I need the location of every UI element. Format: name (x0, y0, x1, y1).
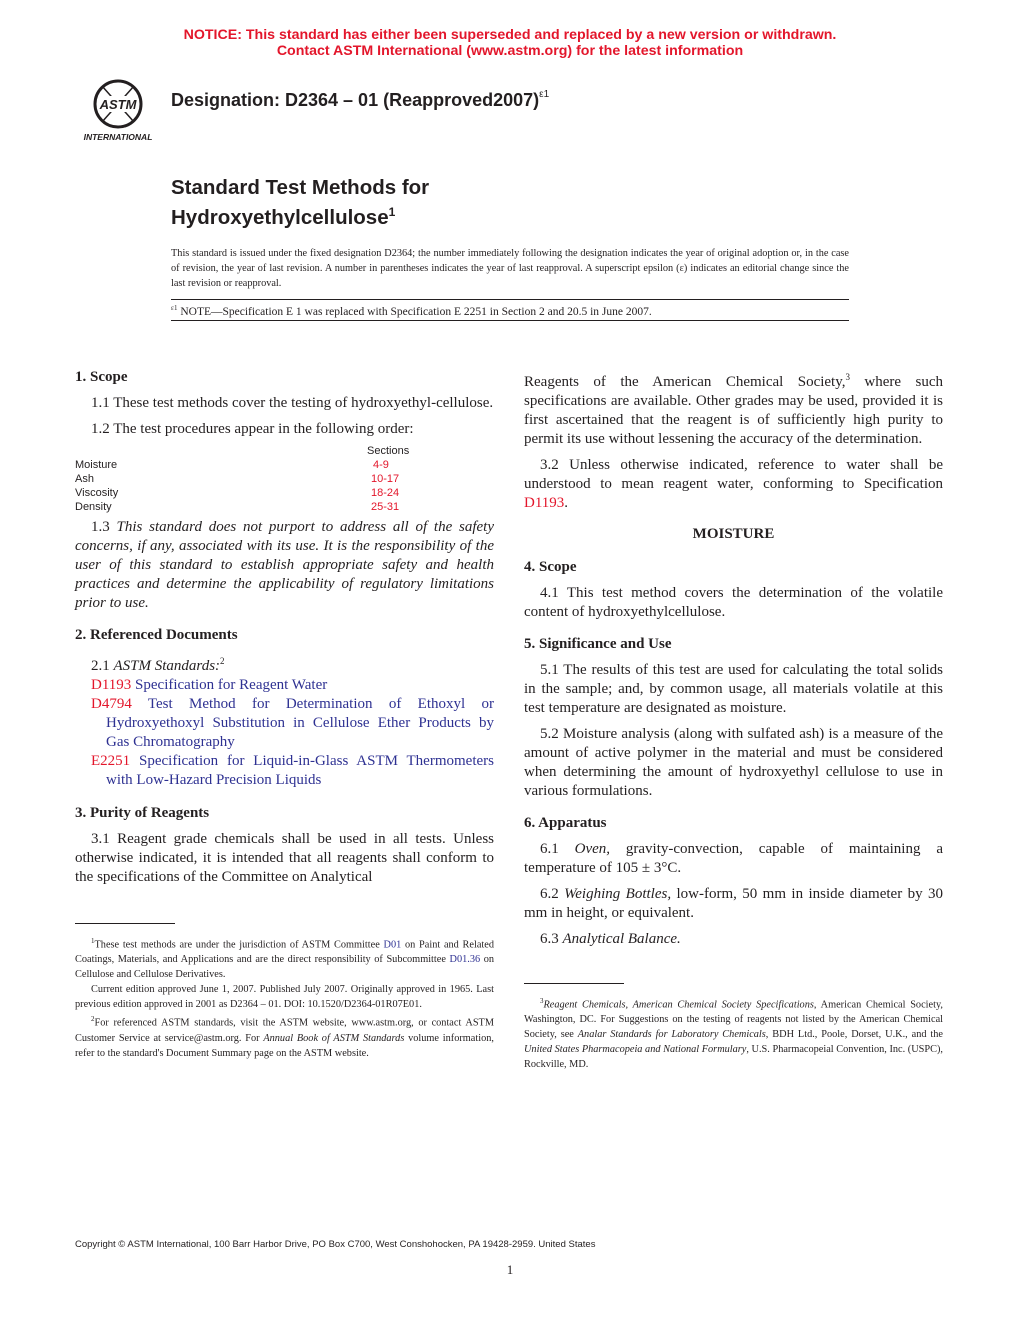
para-5-2: 5.2 Moisture analysis (along with sulfated ash) is a measure of the amount of active polymer in the material and must be considered when determining the amount of hydroxyethyl cellulose to use in various formulations. (524, 726, 943, 799)
para-1-3 (75, 518, 494, 613)
para-1-2: 1.2 The test procedures appear in the following order: (91, 421, 414, 437)
fn2-sup: 2 (91, 1015, 95, 1024)
para-6-3 (524, 930, 943, 949)
ref-code[interactable]: D4794 (91, 696, 132, 712)
fn2-a: For referenced ASTM standards, visit the ASTM website, www.astm.org, or contact ASTM Customer Service at service@astm.org. For (75, 1017, 494, 1044)
ref-code[interactable]: E2251 (91, 753, 131, 769)
moisture-heading: MOISTURE (692, 526, 775, 542)
footnote-right (524, 994, 943, 1072)
title-line-1: Standard Test Methods for (171, 176, 430, 199)
section-1-heading: 1. Scope (75, 369, 128, 385)
section-5-heading: 5. Significance and Use (524, 636, 672, 652)
fn3-italic-2: Analar Standards for Laboratory Chemicals (577, 1029, 766, 1041)
table-header: Sections (367, 445, 410, 457)
para-1-1: 1.1 These test methods cover the testing of hydroxyethyl-cellulose. (91, 395, 494, 411)
notice-line-2: Contact ASTM International (www.astm.org) for the latest information (276, 43, 744, 59)
fn2-italic: Annual Book of ASTM Standards (263, 1032, 405, 1044)
para-4-1: 4.1 This test method covers the determination of the volatile content of hydroxyethylcellulose. (524, 585, 943, 620)
fn1-a: These test methods are under the jurisdiction of ASTM Committee (94, 939, 384, 951)
page-number: 1 (506, 1262, 514, 1277)
para-6-1 (524, 840, 943, 878)
footnote-1 (75, 934, 494, 982)
footnotes-left (75, 934, 494, 1061)
para-6-2 (524, 885, 943, 923)
ref-item[interactable] (75, 752, 494, 790)
fn1-sup: 1 (91, 937, 95, 945)
astm-logo (72, 76, 164, 144)
fn3-b: , BDH Ltd., Poole, Dorset, U.K., and the (765, 1029, 944, 1041)
footnote-3 (524, 994, 943, 1072)
preamble-divider (171, 299, 849, 300)
copyright: Copyright © ASTM International, 100 Barr Harbor Drive, PO Box C700, West Conshohocken, PA 19428-2959. United States (75, 1239, 596, 1250)
ref-code[interactable]: D1193 (91, 677, 132, 693)
fn3-a: , American Chemical Society, Washington, DC. For Suggestions on the testing of reagents not listed by the American Chemical Society, see (524, 999, 943, 1041)
fn3-sup: 3 (540, 997, 544, 1005)
para-3-2-ref[interactable]: D1193 (524, 495, 565, 511)
row-sections[interactable]: 18-24 (371, 487, 400, 499)
para-3-2-end: . (564, 495, 569, 511)
procedure-table (75, 444, 494, 514)
table-row (75, 500, 494, 514)
designation (171, 90, 549, 111)
table-row (75, 458, 494, 472)
para-2-1-num: 2.1 (91, 658, 114, 674)
para-3-1b (524, 368, 943, 449)
ref-title[interactable]: Specification for Liquid-in-Glass ASTM Thermometers with Low-Hazard Precision Liquids (106, 753, 494, 788)
designation-sup: ε1 (539, 89, 550, 100)
footnote-1-edition: Current edition approved June 1, 2007. Published July 2007. Originally approved in 1965. Last previous edition approved in 2001 as D2364 – 01. DOI: 10.1520/D2364-01R07E01. (75, 984, 494, 1011)
fn3-italic-3: United States Pharmacopeia and National Formulary (524, 1044, 747, 1056)
section-6-heading: 6. Apparatus (524, 815, 607, 831)
fn3-c: , U.S. Pharmacopeial Convention, Inc. (USPC), Rockville, MD. (524, 1044, 943, 1071)
logo-mark-text: ASTM (99, 97, 137, 112)
footnote-divider-left (75, 923, 175, 924)
left-column (75, 368, 494, 887)
table-row (75, 486, 494, 500)
fn1-c: on Cellulose and Cellulose Derivatives. (75, 954, 494, 981)
row-name: Ash (75, 473, 94, 485)
para-3-2-text: 3.2 Unless otherwise indicated, reference to water shall be understood to mean reagent water, conforming to Specification (524, 457, 943, 492)
row-name: Density (75, 501, 112, 513)
para-3-1b-pre: Reagents of the American Chemical Society, (524, 374, 846, 390)
ref-item[interactable] (75, 695, 494, 752)
row-sections[interactable]: 10-17 (371, 473, 400, 485)
editorial-sup: ε1 (171, 304, 178, 312)
para-2-1 (75, 652, 494, 676)
preamble: This standard is issued under the fixed designation D2364; the number immediately following the designation indicates the year of original adoption or, in the case of revision, the year of last revision. A number in parentheses indicates the year of last reapproval. A superscript epsilon (ε) indicates an editorial change since the last revision or reapproval. (171, 248, 849, 289)
fn1-committee-link[interactable]: D01 (383, 939, 402, 951)
right-column (524, 368, 943, 949)
para-3-2 (524, 456, 943, 513)
ref-title[interactable]: Test Method for Determination of Ethoxyl or Hydroxyethoxyl Substitution in Cellulose Ether Products by Gas Chromatography (106, 696, 494, 750)
row-sections[interactable]: 25-31 (371, 501, 400, 513)
para-6-1-text: gravity-convection, capable of maintaining a temperature of 105 ± 3°C. (524, 841, 943, 876)
footnote-divider-right (524, 983, 624, 984)
section-3-heading: 3. Purity of Reagents (75, 805, 210, 821)
fn1-subcommittee-link[interactable]: D01.36 (449, 954, 481, 966)
footnote-2 (75, 1012, 494, 1060)
section-2-heading: 2. Referenced Documents (75, 627, 238, 643)
para-6-3-num: 6.3 (540, 931, 563, 947)
para-3-1b-post: where such specifications are available. Other grades may be used, provided it is first ascertained that the reagent is of sufficiently high purity to permit its use without lessening the accuracy of the determination. (524, 374, 943, 447)
para-6-2-italic: Weighing Bottles, (564, 886, 672, 902)
title-sup: 1 (388, 205, 396, 219)
para-6-1-italic: Oven, (574, 841, 611, 857)
para-6-1-num: 6.1 (540, 841, 575, 857)
para-5-1: 5.1 The results of this test are used for calculating the total solids in the sample; and, by common usage, all materials volatile at this test temperature are designated as moisture. (524, 662, 943, 716)
para-6-3-italic: Analytical Balance. (562, 931, 681, 947)
logo-bottom-text: INTERNATIONAL (83, 132, 153, 142)
fn2-b: volume information, refer to the standard's Document Summary page on the ASTM website. (75, 1032, 494, 1059)
document-title (171, 175, 429, 230)
ref-title[interactable]: Specification for Reagent Water (131, 677, 328, 693)
para-3-1a: 3.1 Reagent grade chemicals shall be used in all tests. Unless otherwise indicated, it is intended that all reagents shall conform to the specifications of the Committee on Analytical (75, 831, 494, 885)
editorial-text: NOTE—Specification E 1 was replaced with Specification E 2251 in Section 2 and 20.5 in June 2007. (177, 305, 652, 318)
para-1-3-text: This standard does not purport to address all of the safety concerns, if any, associated with its use. It is the responsibility of the user of this standard to establish appropriate safety and health practices and determine the applicability of regulatory limitations prior to use. (75, 519, 495, 611)
row-name: Moisture (75, 459, 118, 471)
para-3-1b-sup: 3 (845, 372, 850, 382)
title-line-2: Hydroxyethylcellulose (171, 205, 389, 229)
ref-item[interactable] (75, 676, 494, 695)
row-name: Viscosity (75, 487, 119, 499)
row-sections[interactable]: 4-9 (373, 459, 389, 471)
fn3-italic-1: Reagent Chemicals, American Chemical Society Specifications (543, 999, 814, 1011)
table-row (75, 472, 494, 486)
section-4-heading: 4. Scope (524, 559, 577, 575)
para-2-1-text: ASTM Standards: (113, 658, 221, 674)
editorial-divider (171, 320, 849, 321)
para-2-1-sup: 2 (220, 656, 225, 666)
designation-text: Designation: D2364 – 01 (Reapproved2007) (171, 90, 540, 110)
editorial-note (171, 304, 652, 318)
para-6-2-num: 6.2 (540, 886, 565, 902)
para-1-3-num: 1.3 (91, 519, 117, 535)
fn1-b: on Paint and Related Coatings, Materials, and Applications and are the direct responsibility of Subcommittee (75, 939, 494, 966)
notice-line-1: NOTICE: This standard has either been superseded and replaced by a new version or withdrawn. (183, 27, 837, 43)
para-6-2-text: low-form, 50 mm in inside diameter by 30 mm in height, or equivalent. (524, 886, 943, 921)
